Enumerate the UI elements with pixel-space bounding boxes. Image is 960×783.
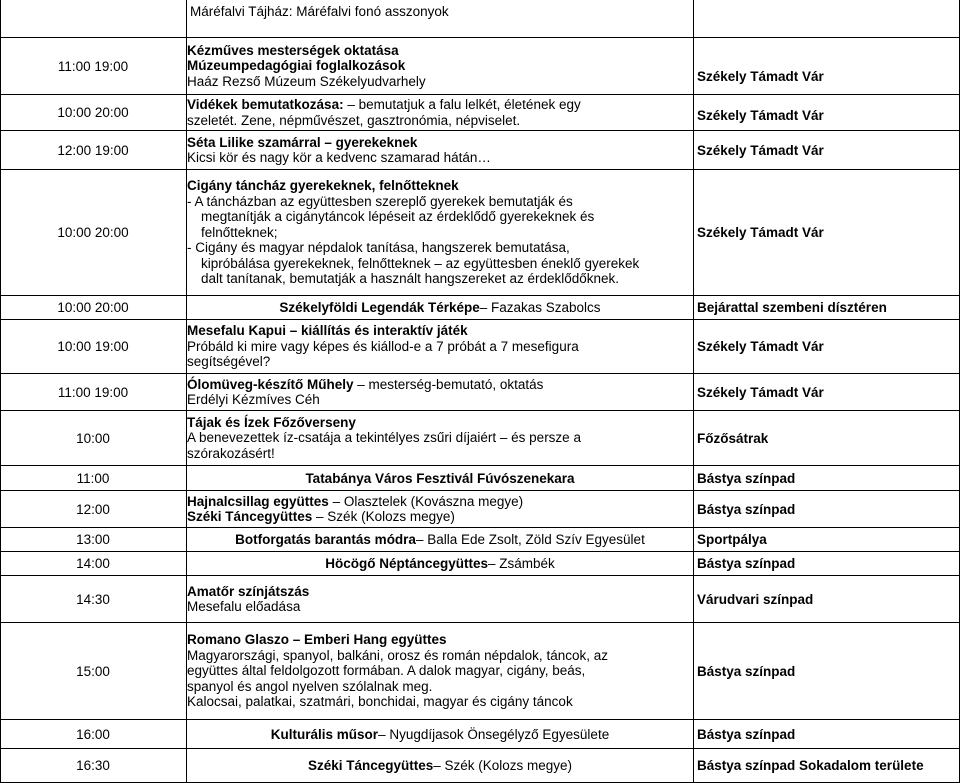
- activity-line: szórakozásért!: [187, 445, 275, 461]
- activity-line: Mesefalu Kapui – kiállítás és interaktív játék: [187, 323, 468, 339]
- place-cell: Székely Támadt Vár: [697, 225, 824, 240]
- activity-bold: Székelyföldi Legendák Térképe: [279, 300, 480, 315]
- activity-bold: Széki Táncegyüttes: [307, 758, 434, 773]
- activity-line: [187, 377, 543, 393]
- activity-text: – Balla Ede Zsolt, Zöld Szív Egyesület: [415, 532, 645, 547]
- place-cell: Bástya színpad: [697, 470, 796, 486]
- activity-cell: [187, 720, 693, 748]
- activity-bold: Botforgatás barantás módra: [235, 532, 416, 547]
- activity-line: együttes által feldolgozott formában. A dalok magyar, cigány, beás,: [187, 663, 586, 679]
- grid-line: [693, 0, 694, 783]
- time-cell: 11:00 19:00: [57, 58, 129, 74]
- activity-cell: [187, 131, 693, 169]
- activity-line: A benevezettek íz-csatája a tekintélyes zsűri díjaiért – és persze a: [187, 430, 581, 446]
- activity-text: – mesterség-bemutató, oktatás: [353, 376, 544, 392]
- activity-line: [187, 97, 581, 113]
- activity-line: Kézműves mesterségek oktatása: [187, 42, 399, 58]
- activity-text: – Szék (Kolozs megye): [312, 509, 455, 524]
- activity-line: segítségével?: [187, 354, 271, 370]
- place-cell: Bástya színpad Sokadalom területe: [697, 758, 924, 773]
- activity-line: szeletét. Zene, népművészet, gasztronómia, népviselet.: [187, 112, 521, 128]
- activity-cell: [187, 95, 693, 130]
- activity-cell: [187, 296, 693, 319]
- activity-cell: [187, 576, 693, 622]
- activity-bold: Széki Táncegyüttes: [187, 509, 313, 524]
- activity-line: Tájak és Ízek Főzőverseny: [187, 414, 356, 430]
- page-title: Máréfalvi Tájház: Máréfalvi fonó asszonyok: [190, 4, 449, 19]
- time-cell: 11:00 19:00: [57, 384, 129, 400]
- activity-cell: [187, 623, 693, 719]
- activity-cell: [187, 552, 693, 575]
- activity-line: megtanítják a cigánytáncok lépéseit az érdeklődő gyerekeknek és: [201, 209, 595, 225]
- activity-line: Romano Glaszo – Emberi Hang együttes: [187, 632, 447, 648]
- time-cell: 16:30: [76, 758, 110, 773]
- time-cell: 14:30: [76, 591, 110, 607]
- time-cell: 10:00 19:00: [57, 339, 129, 354]
- time-cell: 10:00 20:00: [57, 225, 129, 240]
- activity-line: Kicsi kör és nagy kör a kedvenc szamarad hátán…: [187, 150, 491, 165]
- activity-line: - Cigány és magyar népdalok tanítása, hangszerek bemutatása,: [187, 240, 570, 256]
- place-cell: Bástya színpad: [697, 663, 796, 679]
- place-cell: Sportpálya: [697, 532, 767, 547]
- activity-cell: [187, 38, 693, 94]
- activity-line: [187, 494, 523, 510]
- place-cell: Székely Támadt Vár: [697, 107, 824, 123]
- activity-text: – bemutatjuk a falu lelkét, életének egy: [343, 97, 581, 112]
- place-cell: Bástya színpad: [697, 501, 796, 517]
- activity-bold: Höcögő Néptáncegyüttes: [325, 556, 488, 571]
- place-cell: Székely Támadt Vár: [697, 339, 824, 354]
- activity-text: – Nyugdíjasok Önsegélyző Egyesülete: [378, 726, 610, 742]
- activity-line: Múzeumpedagógiai foglalkozások: [187, 58, 406, 74]
- place-cell: Bejárattal szembeni dísztéren: [697, 300, 887, 315]
- activity-line: Haáz Rezső Múzeum Székelyudvarhely: [187, 73, 426, 89]
- activity-cell: [187, 749, 693, 782]
- activity-line: felnőtteknek;: [201, 224, 278, 240]
- activity-bold: Hajnalcsillag együttes: [187, 493, 329, 509]
- activity-line: kipróbálása gyerekeknek, felnőtteknek – az együttesben éneklő gyerekek: [201, 255, 640, 271]
- time-cell: 15:00: [76, 663, 110, 679]
- activity-line: Kalocsai, palatkai, szatmári, bonchidai, magyar és cigány táncok: [187, 694, 573, 710]
- place-cell: Bástya színpad: [697, 726, 796, 742]
- activity-line: Magyarországi, spanyol, balkáni, orosz és román népdalok, táncok, az: [187, 647, 608, 663]
- time-cell: 10:00 20:00: [57, 300, 129, 315]
- activity-line: [187, 509, 455, 525]
- activity-line: spanyol és angol nyelven szólalnak meg.: [187, 678, 433, 694]
- activity-cell: [187, 411, 693, 465]
- place-cell: Székely Támadt Vár: [697, 68, 824, 84]
- activity-cell: [187, 374, 693, 410]
- activity-text: – Olasztelek (Kovászna megye): [328, 493, 524, 509]
- place-cell: Székely Támadt Vár: [697, 142, 824, 158]
- activity-bold: Vidékek bemutatkozása:: [187, 97, 344, 112]
- time-cell: 11:00: [76, 470, 110, 486]
- activity-bold: Ólomüveg-készítő Műhely: [187, 376, 354, 392]
- activity-line: Mesefalu előadása: [187, 599, 301, 614]
- time-cell: 13:00: [76, 532, 110, 547]
- activity-cell: [187, 466, 693, 490]
- activity-cell: [187, 528, 693, 551]
- activity-line: Erdélyi Kézmíves Céh: [187, 392, 320, 407]
- place-cell: Főzősátrak: [697, 430, 769, 446]
- activity-line: - A táncházban az együttesben szereplő gyerekek bemutatják és: [187, 193, 573, 209]
- activity-cell: [187, 491, 693, 527]
- activity-line: Amatőr színjátszás: [187, 583, 310, 599]
- activity-text: – Zsámbék: [488, 556, 555, 571]
- time-cell: 14:00: [76, 556, 110, 571]
- activity-line: Cigány táncház gyerekeknek, felnőtteknek: [187, 178, 459, 194]
- activity-line: Próbáld ki mire vagy képes és kiállod-e a 7 próbát a 7 mesefigura: [187, 338, 579, 354]
- activity-bold: Tatabánya Város Fesztivál Fúvószenekara: [305, 470, 575, 486]
- place-cell: Székely Támadt Vár: [697, 384, 824, 400]
- time-cell: 12:00 19:00: [57, 142, 129, 158]
- time-cell: 16:00: [76, 726, 110, 742]
- place-cell: Várudvari színpad: [697, 591, 814, 607]
- activity-bold: Kulturális műsor: [270, 726, 379, 742]
- place-cell: Bástya színpad: [697, 556, 796, 571]
- activity-cell: [187, 170, 693, 295]
- activity-text: – Fazakas Szabolcs: [479, 300, 601, 315]
- time-cell: 10:00 20:00: [57, 105, 129, 120]
- activity-line: dalt tanítanak, bemutatják a használt hangszereket az érdeklődőknek.: [201, 271, 620, 287]
- time-cell: 12:00: [76, 501, 110, 517]
- activity-text: – Szék (Kolozs megye): [433, 758, 573, 773]
- time-cell: 10:00: [76, 430, 110, 446]
- activity-line: Séta Lilike szamárral – gyerekeknek: [187, 134, 418, 150]
- activity-cell: [187, 320, 693, 373]
